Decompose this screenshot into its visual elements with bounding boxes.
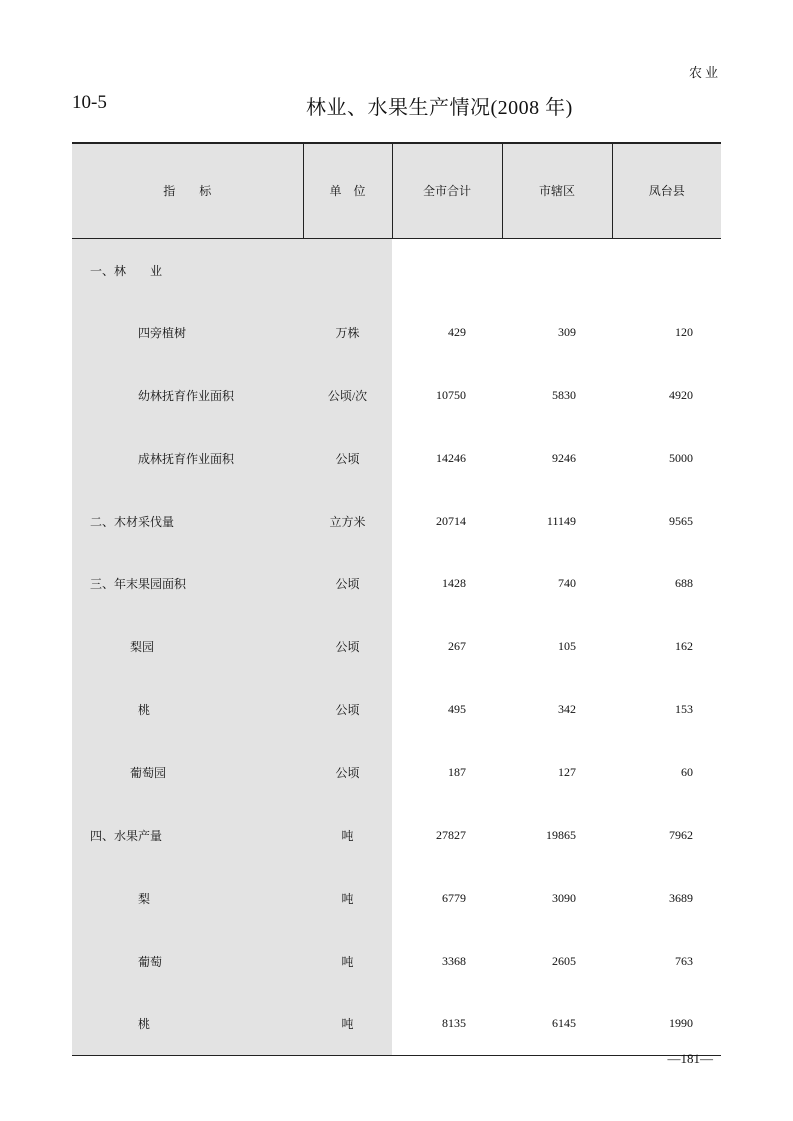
row-city-total: 267 [448,639,466,654]
row-city-district: 9246 [552,450,576,465]
row-city-district: 3090 [552,890,576,905]
row-city-district: 127 [558,765,576,780]
row-city-total: 27827 [436,827,466,842]
row-unit: 公顷 [303,678,392,741]
table-row [72,741,721,804]
table-row [72,427,721,490]
row-unit [303,238,392,301]
row-city-district: 19865 [546,827,576,842]
row-city-district: 5830 [552,387,576,402]
row-fengtai-county: 3689 [669,890,693,905]
row-fengtai-county: 4920 [669,387,693,402]
table-header-row [72,143,721,238]
row-fengtai-county: 763 [675,953,693,968]
row-city-district [502,238,612,301]
row-city-total: 3368 [442,953,466,968]
row-fengtai-county [612,238,721,301]
table-row [72,301,721,364]
row-city-total: 1428 [442,576,466,591]
header-fengtai-county: 凤台县 [612,143,721,238]
table-row [72,552,721,615]
row-unit: 吨 [303,993,392,1056]
row-city-district: 342 [558,702,576,717]
header-indicator: 指 标 [72,143,303,238]
row-city-total [392,238,502,301]
table-row [72,364,721,427]
row-indicator: 幼林抚育作业面积 [72,364,303,427]
row-indicator: 成林抚育作业面积 [72,427,303,490]
statistics-table-container [72,142,721,1056]
row-unit: 公顷 [303,741,392,804]
row-indicator: 梨 [72,867,303,930]
row-fengtai-county: 162 [675,639,693,654]
row-city-total: 6779 [442,890,466,905]
table-row [72,678,721,741]
row-indicator: 桃 [72,678,303,741]
row-indicator: 一、林 业 [72,238,303,301]
table-title: 林业、水果生产情况(2008 年) [306,97,573,119]
row-unit: 吨 [303,930,392,993]
table-row [72,615,721,678]
row-indicator: 桃 [72,993,303,1056]
row-city-total: 187 [448,765,466,780]
row-city-district: 309 [558,324,576,339]
row-indicator: 葡萄 [72,930,303,993]
row-unit: 万株 [303,301,392,364]
row-unit: 吨 [303,867,392,930]
page-number: —181— [667,1051,713,1066]
row-indicator: 四旁植树 [72,301,303,364]
row-unit: 公顷 [303,615,392,678]
row-indicator: 梨园 [72,615,303,678]
row-fengtai-county: 7962 [669,827,693,842]
row-indicator: 三、年末果园面积 [72,552,303,615]
table-row [72,238,721,301]
table-row [72,867,721,930]
row-city-district: 6145 [502,993,612,1056]
row-fengtai-county: 9565 [669,513,693,528]
table-row [72,804,721,867]
header-city-district: 市辖区 [502,143,612,238]
row-unit: 公顷/次 [303,364,392,427]
row-indicator: 四、水果产量 [72,804,303,867]
row-city-total: 10750 [436,387,466,402]
row-unit: 立方米 [303,490,392,553]
row-fengtai-county: 1990 [612,993,721,1056]
section-label: 农业 [688,66,721,81]
row-city-total: 429 [448,324,466,339]
row-unit: 公顷 [303,427,392,490]
row-fengtai-county: 153 [675,702,693,717]
table-row [72,930,721,993]
header-unit: 单 位 [303,143,392,238]
row-fengtai-county: 688 [675,576,693,591]
row-city-total: 495 [448,702,466,717]
row-city-total: 14246 [436,450,466,465]
table-row [72,490,721,553]
row-fengtai-county: 60 [681,765,693,780]
header-city-total: 全市合计 [392,143,502,238]
row-city-district: 740 [558,576,576,591]
row-city-district: 105 [558,639,576,654]
row-indicator: 二、木材采伐量 [72,490,303,553]
row-unit: 公顷 [303,552,392,615]
row-city-total: 20714 [436,513,466,528]
row-city-total: 8135 [392,993,502,1056]
table-number: 10-5 [72,92,107,113]
forestry-fruit-table [72,142,721,1056]
row-indicator: 葡萄园 [72,741,303,804]
row-fengtai-county: 5000 [669,450,693,465]
row-city-district: 2605 [552,953,576,968]
row-city-district: 11149 [546,513,576,528]
table-row [72,993,721,1056]
row-fengtai-county: 120 [675,324,693,339]
row-unit: 吨 [303,804,392,867]
